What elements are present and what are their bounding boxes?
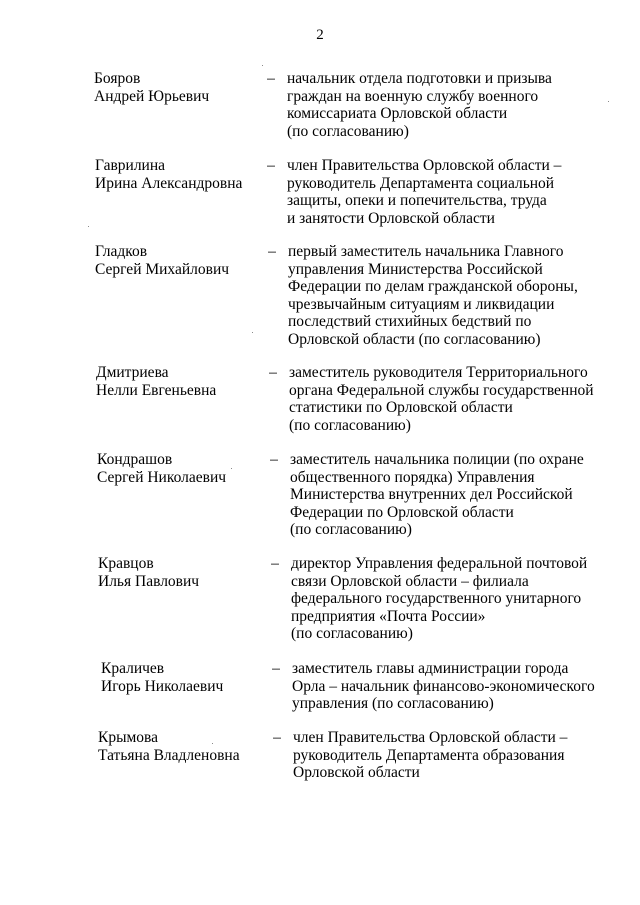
position-line: граждан на военную службу военного	[287, 87, 539, 105]
position-line: статистики по Орловской области	[289, 399, 513, 417]
position-line: первый заместитель начальника Главного	[288, 243, 564, 260]
position-line: федерального государственного унитарного	[291, 590, 582, 608]
member-name	[94, 70, 284, 105]
member-surname: Крымова	[98, 729, 159, 746]
member-given-names: Нелли Евгеньевна	[96, 381, 217, 399]
position-line: Орловской области (по согласованию)	[288, 330, 541, 348]
position-line: управления (по согласованию)	[292, 695, 494, 713]
member-given-names: Андрей Юрьевич	[94, 87, 210, 105]
member-position	[288, 243, 608, 349]
position-line: Орла – начальник финансово-экономического	[292, 677, 595, 695]
position-line: начальник отдела подготовки и призыва	[287, 70, 552, 87]
scan-speck	[608, 101, 609, 102]
member-surname: Кравцов	[98, 555, 154, 572]
position-line: чрезвычайным ситуациям и ликвидации	[288, 295, 555, 313]
entry-dash: –	[270, 451, 278, 468]
position-line: член Правительства Орловской области –	[293, 729, 568, 746]
entry-dash: –	[269, 364, 277, 381]
position-line: связи Орловской области – филиала	[291, 572, 529, 590]
member-position	[290, 451, 610, 539]
position-line: (по согласованию)	[289, 416, 411, 434]
position-line: заместитель главы администрации города	[292, 660, 569, 677]
position-line: (по согласованию)	[290, 521, 412, 539]
member-given-names: Илья Павлович	[98, 572, 200, 590]
member-position	[287, 70, 607, 140]
member-surname: Гладков	[95, 243, 148, 260]
position-line: защиты, опеки и попечительства, труда	[287, 192, 547, 210]
position-line: (по согласованию)	[291, 625, 413, 643]
member-given-names: Игорь Николаевич	[101, 677, 224, 695]
scan-speck	[212, 743, 213, 744]
member-position	[291, 555, 611, 643]
member-surname: Бояров	[94, 70, 141, 87]
position-line: органа Федеральной службы государственной	[289, 381, 594, 399]
member-given-names: Татьяна Владленовна	[98, 746, 240, 764]
member-name	[96, 364, 286, 399]
position-line: (по согласованию)	[287, 122, 409, 140]
entry-dash: –	[267, 70, 275, 87]
member-given-names: Сергей Николаевич	[97, 468, 227, 486]
page-number: 2	[316, 27, 324, 43]
member-position	[292, 660, 612, 713]
position-line: Федерации по делам гражданской обороны,	[288, 278, 578, 296]
entry-dash: –	[273, 729, 281, 746]
position-line: директор Управления федеральной почтовой	[291, 555, 588, 572]
scan-speck	[262, 65, 263, 66]
member-surname: Краличев	[101, 660, 165, 677]
position-line: руководитель Департамента социальной	[287, 174, 555, 192]
position-line: Орловской области	[293, 764, 420, 782]
position-line: и занятости Орловской области	[287, 209, 495, 227]
entry-dash: –	[271, 555, 279, 572]
position-line: Федерации по Орловской области	[290, 503, 514, 521]
position-line: комиссариата Орловской области	[287, 105, 508, 123]
scan-speck	[88, 226, 89, 227]
entry-dash: –	[268, 243, 276, 260]
scan-speck	[252, 332, 253, 333]
position-line: заместитель начальника полиции (по охране	[290, 451, 584, 468]
member-position	[287, 157, 607, 227]
member-position	[289, 364, 609, 434]
member-given-names: Сергей Михайлович	[95, 260, 230, 278]
position-line: Министерства внутренних дел Российской	[290, 486, 573, 504]
member-given-names: Ирина Александровна	[95, 174, 243, 192]
member-name	[101, 660, 291, 695]
member-surname: Кондрашов	[97, 451, 173, 468]
entry-dash: –	[267, 157, 275, 174]
member-name	[97, 451, 287, 486]
member-name	[95, 243, 285, 278]
entry-dash: –	[272, 660, 280, 677]
member-surname: Гаврилина	[95, 157, 166, 174]
position-line: руководитель Департамента образования	[293, 746, 565, 764]
member-name	[98, 555, 288, 590]
position-line: общественного порядка) Управления	[290, 468, 535, 486]
scan-speck	[231, 468, 232, 469]
member-name	[98, 729, 288, 764]
position-line: последствий стихийных бедствий по	[288, 313, 532, 331]
position-line: заместитель руководителя Территориального	[289, 364, 588, 381]
member-name	[95, 157, 285, 192]
member-surname: Дмитриева	[96, 364, 169, 381]
member-position	[293, 729, 613, 782]
position-line: член Правительства Орловской области –	[287, 157, 562, 174]
position-line: предприятия «Почта России»	[291, 607, 486, 625]
position-line: управления Министерства Российской	[288, 260, 543, 278]
